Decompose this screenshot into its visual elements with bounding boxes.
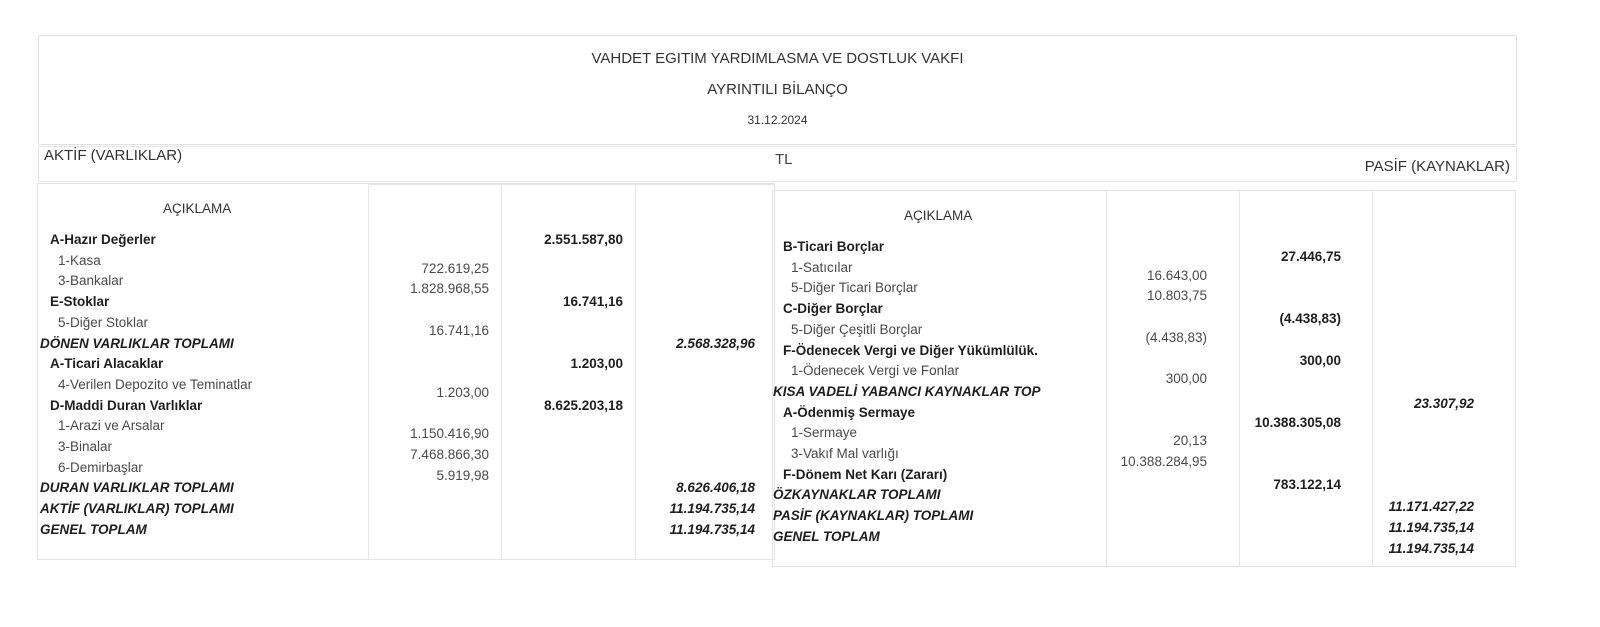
aktif-row-detail-value: 5.919,98 — [436, 467, 489, 483]
pasif-row-group-value: (4.438,83) — [1279, 311, 1341, 327]
aktif-row-label: 1-Kasa — [58, 252, 101, 268]
report-subtitle: AYRINTILI BİLANÇO — [707, 81, 848, 98]
pasif-row-label: B-Ticari Borçlar — [783, 239, 885, 254]
pasif-row-label: A-Ödenmiş Sermaye — [783, 404, 916, 420]
aktif-row-group-value: 1.203,00 — [570, 356, 623, 372]
aktif-row-total-value: 11.194.735,14 — [669, 501, 755, 517]
pasif-row-detail-value: 300,00 — [1165, 371, 1207, 387]
aktif-row-detail-value: 1.150.416,90 — [410, 426, 489, 442]
aktif-row-total-value: 8.626.406,18 — [676, 480, 755, 496]
pasif-description-heading: AÇIKLAMA — [904, 208, 973, 223]
pasif-row-group-value: 10.388.305,08 — [1254, 414, 1341, 430]
pasif-row-label: F-Ödenecek Vergi ve Diğer Yükümlülük. — [783, 342, 1038, 358]
aktif-table — [37, 183, 775, 560]
aktif-row-label: E-Stoklar — [50, 294, 110, 310]
aktif-row-label: D-Maddi Duran Varlıklar — [50, 397, 203, 413]
foundation-title: VAHDET EGITIM YARDIMLASMA VE DOSTLUK VAKFI — [591, 50, 964, 67]
aktif-row-detail-value: 1.203,00 — [436, 384, 489, 400]
pasif-row-label: 5-Diğer Ticari Borçlar — [791, 280, 918, 296]
pasif-row-label: 1-Sermaye — [791, 425, 858, 441]
aktif-row-label: DÖNEN VARLIKLAR TOPLAMI — [40, 335, 234, 351]
pasif-row-group-value: 783.122,14 — [1273, 476, 1341, 492]
currency-label: TL — [775, 151, 793, 168]
pasif-row-label: 3-Vakıf Mal varlığı — [791, 446, 899, 461]
pasif-row-total-value: 11.171.427,22 — [1388, 499, 1474, 515]
aktif-row-label: A-Hazır Değerler — [50, 232, 156, 247]
pasif-row-label: 1-Satıcılar — [791, 259, 853, 275]
pasif-row-detail-value: 16.643,00 — [1146, 267, 1207, 283]
pasif-row-detail-value: 10.803,75 — [1146, 288, 1207, 304]
pasif-row-group-value: 300,00 — [1299, 352, 1341, 368]
aktif-row-label: GENEL TOPLAM — [40, 521, 147, 537]
pasif-row-total-value: 11.194.735,14 — [1388, 540, 1474, 556]
pasif-row-group-value: 27.446,75 — [1280, 249, 1341, 264]
aktif-row-total-value: 11.194.735,14 — [669, 521, 755, 537]
aktif-row-label: 6-Demirbaşlar — [58, 459, 143, 475]
pasif-row-label: KISA VADELİ YABANCI KAYNAKLAR TOP — [773, 383, 1041, 399]
report-header — [38, 35, 1517, 145]
aktif-description-heading: AÇIKLAMA — [163, 201, 232, 216]
aktif-section-title: AKTİF (VARLIKLAR) — [44, 147, 183, 164]
pasif-row-total-value: 23.307,92 — [1413, 395, 1474, 411]
aktif-row-label: 5-Diğer Stoklar — [58, 314, 149, 330]
pasif-row-detail-value: (4.438,83) — [1145, 329, 1207, 345]
pasif-row-detail-value: 20,13 — [1173, 433, 1207, 449]
aktif-row-detail-value: 1.828.968,55 — [410, 281, 489, 297]
pasif-row-label: C-Diğer Borçlar — [783, 301, 883, 317]
aktif-row-detail-value: 7.468.866,30 — [410, 447, 489, 462]
pasif-row-detail-value: 10.388.284,95 — [1120, 454, 1207, 469]
aktif-row-total-value: 2.568.328,96 — [676, 335, 755, 351]
pasif-table — [772, 190, 1516, 567]
pasif-row-label: 5-Diğer Çeşitli Borçlar — [791, 321, 923, 337]
pasif-section-title: PASİF (KAYNAKLAR) — [1364, 158, 1510, 175]
aktif-row-detail-value: 722.619,25 — [421, 260, 489, 276]
pasif-row-total-value: 11.194.735,14 — [1388, 520, 1474, 536]
pasif-row-label: PASİF (KAYNAKLAR) TOPLAMI — [773, 508, 974, 524]
aktif-row-detail-value: 16.741,16 — [428, 322, 489, 338]
report-date: 31.12.2024 — [747, 113, 808, 127]
aktif-row-label: AKTİF (VARLIKLAR) TOPLAMI — [40, 501, 234, 517]
aktif-row-label: 3-Binalar — [58, 439, 113, 454]
aktif-row-group-value: 2.551.587,80 — [544, 232, 623, 247]
pasif-row-label: 1-Ödenecek Vergi ve Fonlar — [791, 363, 960, 379]
section-bar — [38, 146, 1517, 182]
aktif-row-group-value: 16.741,16 — [562, 294, 623, 310]
aktif-row-label: 4-Verilen Depozito ve Teminatlar — [58, 376, 253, 392]
aktif-row-group-value: 8.625.203,18 — [544, 397, 623, 413]
aktif-row-label: 1-Arazi ve Arsalar — [58, 418, 165, 434]
pasif-row-label: GENEL TOPLAM — [773, 528, 880, 544]
pasif-row-label: ÖZKAYNAKLAR TOPLAMI — [773, 487, 941, 503]
aktif-row-label: DURAN VARLIKLAR TOPLAMI — [40, 480, 234, 496]
pasif-row-label: F-Dönem Net Karı (Zararı) — [783, 466, 948, 482]
aktif-row-label: 3-Bankalar — [58, 273, 124, 289]
aktif-row-label: A-Ticari Alacaklar — [50, 356, 164, 372]
